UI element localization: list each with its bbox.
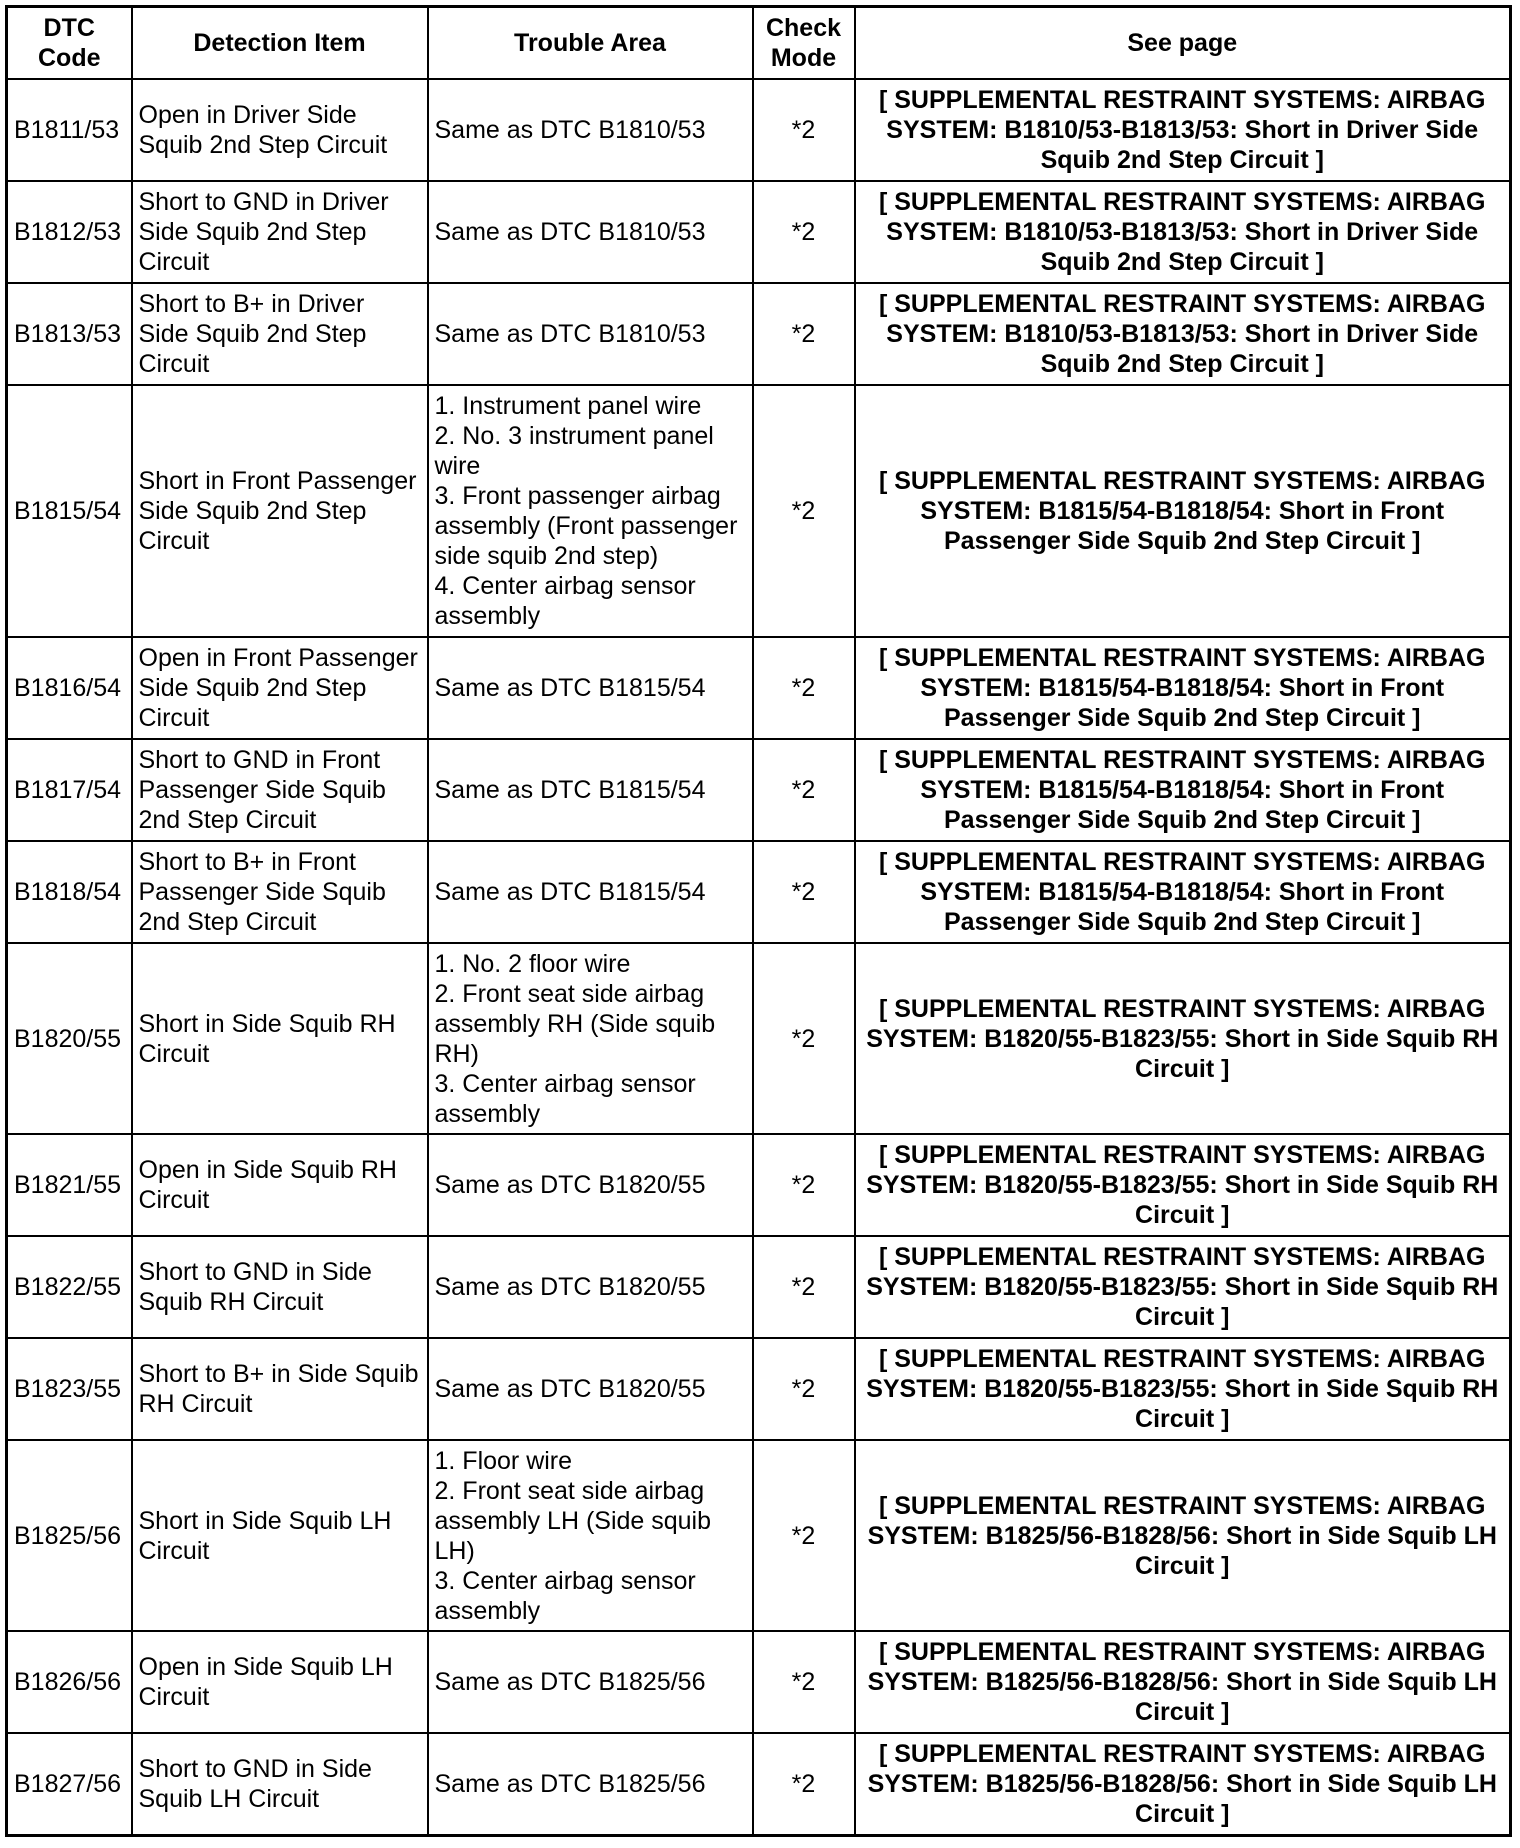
dtc-code-cell: B1825/56 [7, 1440, 132, 1631]
check-mode-cell: *2 [753, 1733, 855, 1836]
check-mode-cell: *2 [753, 943, 855, 1134]
check-mode-cell: *2 [753, 385, 855, 637]
header-dtc-code: DTC Code [7, 7, 132, 80]
table-row [7, 637, 1511, 739]
dtc-code-cell: B1811/53 [7, 79, 132, 181]
trouble-area-cell: Same as DTC B1810/53 [428, 181, 753, 283]
dtc-code-cell: B1815/54 [7, 385, 132, 637]
table-row [7, 181, 1511, 283]
detection-item-cell: Open in Side Squib LH Circuit [132, 1631, 428, 1733]
see-page-link[interactable]: [ SUPPLEMENTAL RESTRAINT SYSTEMS: AIRBAG SYSTEM: B1820/55-B1823/55: Short in Side Squib RH Circuit ] [855, 1134, 1511, 1236]
check-mode-cell: *2 [753, 637, 855, 739]
dtc-code-cell: B1816/54 [7, 637, 132, 739]
dtc-code-cell: B1820/55 [7, 943, 132, 1134]
table-row [7, 1236, 1511, 1338]
trouble-area-cell: Same as DTC B1815/54 [428, 739, 753, 841]
trouble-area-cell: Same as DTC B1820/55 [428, 1134, 753, 1236]
see-page-link[interactable]: [ SUPPLEMENTAL RESTRAINT SYSTEMS: AIRBAG SYSTEM: B1815/54-B1818/54: Short in Front Passenger Side Squib 2nd Step Circuit ] [855, 637, 1511, 739]
dtc-code-cell: B1826/56 [7, 1631, 132, 1733]
trouble-area-cell: Same as DTC B1825/56 [428, 1631, 753, 1733]
check-mode-cell: *2 [753, 1338, 855, 1440]
detection-item-cell: Short to GND in Side Squib LH Circuit [132, 1733, 428, 1836]
see-page-link[interactable]: [ SUPPLEMENTAL RESTRAINT SYSTEMS: AIRBAG SYSTEM: B1810/53-B1813/53: Short in Driver Side Squib 2nd Step Circuit ] [855, 79, 1511, 181]
header-trouble-area: Trouble Area [428, 7, 753, 80]
header-check-mode: Check Mode [753, 7, 855, 80]
table-row [7, 385, 1511, 637]
check-mode-cell: *2 [753, 283, 855, 385]
see-page-link[interactable]: [ SUPPLEMENTAL RESTRAINT SYSTEMS: AIRBAG SYSTEM: B1815/54-B1818/54: Short in Front Passenger Side Squib 2nd Step Circuit ] [855, 841, 1511, 943]
dtc-code-cell: B1817/54 [7, 739, 132, 841]
trouble-area-cell: Same as DTC B1820/55 [428, 1338, 753, 1440]
check-mode-cell: *2 [753, 1631, 855, 1733]
detection-item-cell: Short to B+ in Driver Side Squib 2nd Step Circuit [132, 283, 428, 385]
detection-item-cell: Short to GND in Side Squib RH Circuit [132, 1236, 428, 1338]
detection-item-cell: Open in Side Squib RH Circuit [132, 1134, 428, 1236]
trouble-area-cell: 1. No. 2 floor wire 2. Front seat side airbag assembly RH (Side squib RH) 3. Center airbag sensor assembly [428, 943, 753, 1134]
check-mode-cell: *2 [753, 1134, 855, 1236]
see-page-link[interactable]: [ SUPPLEMENTAL RESTRAINT SYSTEMS: AIRBAG SYSTEM: B1810/53-B1813/53: Short in Driver Side Squib 2nd Step Circuit ] [855, 283, 1511, 385]
trouble-area-cell: Same as DTC B1820/55 [428, 1236, 753, 1338]
detection-item-cell: Short to GND in Driver Side Squib 2nd Step Circuit [132, 181, 428, 283]
table-row [7, 1733, 1511, 1836]
trouble-area-cell: Same as DTC B1810/53 [428, 79, 753, 181]
check-mode-cell: *2 [753, 79, 855, 181]
see-page-link[interactable]: [ SUPPLEMENTAL RESTRAINT SYSTEMS: AIRBAG SYSTEM: B1825/56-B1828/56: Short in Side Squib LH Circuit ] [855, 1733, 1511, 1836]
trouble-area-cell: Same as DTC B1810/53 [428, 283, 753, 385]
dtc-code-cell: B1827/56 [7, 1733, 132, 1836]
trouble-area-cell: Same as DTC B1825/56 [428, 1733, 753, 1836]
check-mode-cell: *2 [753, 1440, 855, 1631]
header-detection-item: Detection Item [132, 7, 428, 80]
check-mode-cell: *2 [753, 1236, 855, 1338]
trouble-area-cell: 1. Instrument panel wire 2. No. 3 instrument panel wire 3. Front passenger airbag assembly (Front passenger side squib 2nd step) 4. Center airbag sensor assembly [428, 385, 753, 637]
see-page-link[interactable]: [ SUPPLEMENTAL RESTRAINT SYSTEMS: AIRBAG SYSTEM: B1820/55-B1823/55: Short in Side Squib RH Circuit ] [855, 1236, 1511, 1338]
table-row [7, 79, 1511, 181]
dtc-code-cell: B1812/53 [7, 181, 132, 283]
table-row [7, 943, 1511, 1134]
table-row [7, 1338, 1511, 1440]
check-mode-cell: *2 [753, 181, 855, 283]
dtc-code-cell: B1822/55 [7, 1236, 132, 1338]
table-row [7, 841, 1511, 943]
check-mode-cell: *2 [753, 739, 855, 841]
detection-item-cell: Short in Side Squib RH Circuit [132, 943, 428, 1134]
dtc-code-cell: B1821/55 [7, 1134, 132, 1236]
see-page-link[interactable]: [ SUPPLEMENTAL RESTRAINT SYSTEMS: AIRBAG SYSTEM: B1825/56-B1828/56: Short in Side Squib LH Circuit ] [855, 1440, 1511, 1631]
dtc-code-cell: B1823/55 [7, 1338, 132, 1440]
dtc-code-cell: B1813/53 [7, 283, 132, 385]
see-page-link[interactable]: [ SUPPLEMENTAL RESTRAINT SYSTEMS: AIRBAG SYSTEM: B1820/55-B1823/55: Short in Side Squib RH Circuit ] [855, 1338, 1511, 1440]
header-row [7, 7, 1511, 80]
table-row [7, 739, 1511, 841]
table-row [7, 1631, 1511, 1733]
table-row [7, 283, 1511, 385]
check-mode-cell: *2 [753, 841, 855, 943]
detection-item-cell: Short to B+ in Front Passenger Side Squib 2nd Step Circuit [132, 841, 428, 943]
table-row [7, 1134, 1511, 1236]
see-page-link[interactable]: [ SUPPLEMENTAL RESTRAINT SYSTEMS: AIRBAG SYSTEM: B1815/54-B1818/54: Short in Front Passenger Side Squib 2nd Step Circuit ] [855, 739, 1511, 841]
dtc-table [5, 5, 1512, 1837]
see-page-link[interactable]: [ SUPPLEMENTAL RESTRAINT SYSTEMS: AIRBAG SYSTEM: B1825/56-B1828/56: Short in Side Squib LH Circuit ] [855, 1631, 1511, 1733]
header-see-page: See page [855, 7, 1511, 80]
see-page-link[interactable]: [ SUPPLEMENTAL RESTRAINT SYSTEMS: AIRBAG SYSTEM: B1815/54-B1818/54: Short in Front Passenger Side Squib 2nd Step Circuit ] [855, 385, 1511, 637]
trouble-area-cell: 1. Floor wire 2. Front seat side airbag assembly LH (Side squib LH) 3. Center airbag sensor assembly [428, 1440, 753, 1631]
dtc-code-cell: B1818/54 [7, 841, 132, 943]
detection-item-cell: Short in Front Passenger Side Squib 2nd Step Circuit [132, 385, 428, 637]
detection-item-cell: Open in Driver Side Squib 2nd Step Circuit [132, 79, 428, 181]
detection-item-cell: Short to B+ in Side Squib RH Circuit [132, 1338, 428, 1440]
detection-item-cell: Open in Front Passenger Side Squib 2nd Step Circuit [132, 637, 428, 739]
trouble-area-cell: Same as DTC B1815/54 [428, 637, 753, 739]
see-page-link[interactable]: [ SUPPLEMENTAL RESTRAINT SYSTEMS: AIRBAG SYSTEM: B1810/53-B1813/53: Short in Driver Side Squib 2nd Step Circuit ] [855, 181, 1511, 283]
table-row [7, 1440, 1511, 1631]
detection-item-cell: Short to GND in Front Passenger Side Squib 2nd Step Circuit [132, 739, 428, 841]
trouble-area-cell: Same as DTC B1815/54 [428, 841, 753, 943]
see-page-link[interactable]: [ SUPPLEMENTAL RESTRAINT SYSTEMS: AIRBAG SYSTEM: B1820/55-B1823/55: Short in Side Squib RH Circuit ] [855, 943, 1511, 1134]
detection-item-cell: Short in Side Squib LH Circuit [132, 1440, 428, 1631]
